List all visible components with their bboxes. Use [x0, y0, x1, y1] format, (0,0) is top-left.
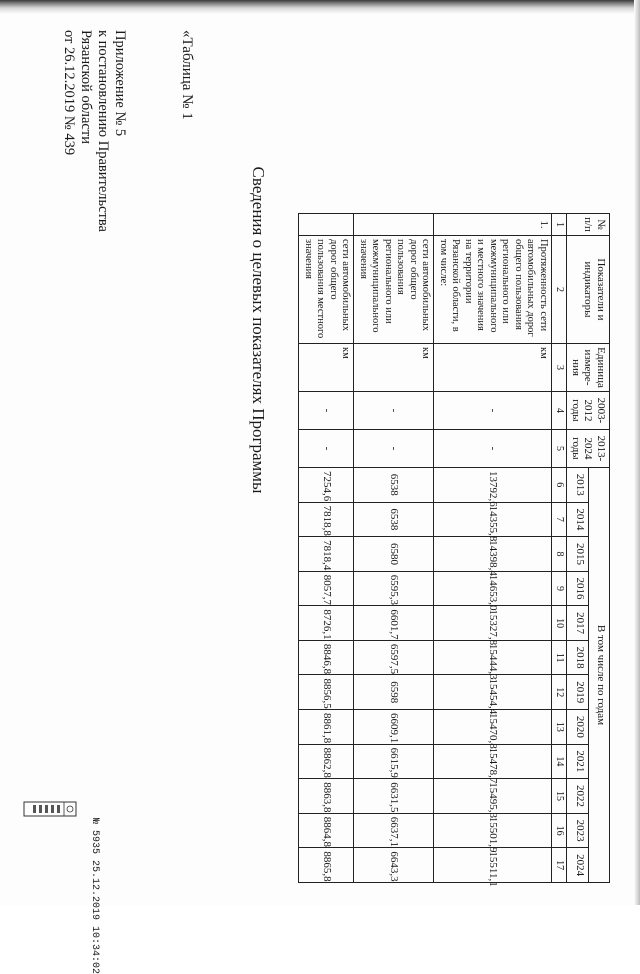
year-value-cell: 8861,8	[299, 710, 354, 745]
header-year-2014: 2014	[567, 502, 588, 537]
header-year-2015: 2015	[567, 537, 588, 572]
unit-cell: км	[299, 344, 354, 392]
column-number: 1	[552, 214, 568, 236]
year-value-cell: 6597,5	[354, 640, 434, 675]
indicators-table	[299, 213, 611, 887]
column-number: 2	[552, 236, 568, 344]
year-value-cell: 6631,5	[354, 779, 434, 814]
year-value-cell: 8865,8	[299, 848, 354, 883]
year-value-cell: 15470,8	[434, 710, 552, 745]
table-row	[299, 214, 354, 883]
year-value-cell: 6643,3	[354, 848, 434, 883]
header-year-2018: 2018	[567, 640, 588, 675]
year-value-cell: 14355,8	[434, 502, 552, 537]
header-year-2013: 2013	[567, 468, 588, 503]
year-value-cell: 13792,6	[434, 468, 552, 503]
year-value-cell: 6601,7	[354, 606, 434, 641]
column-number: 3	[552, 344, 568, 392]
year-value-cell: 8856,5	[299, 675, 354, 710]
year-value-cell: 6615,9	[354, 744, 434, 779]
header-year-2019: 2019	[567, 675, 588, 710]
year-value-cell: 6637,1	[354, 813, 434, 848]
table-row	[354, 214, 434, 883]
row-number	[354, 214, 434, 236]
column-number: 17	[552, 848, 568, 883]
header-indicator: Показатели и индикаторы	[567, 236, 610, 344]
indicator-cell: Протяженность сети автомобильных дорог общего пользования регионального или межмуниципального и местного значения на территории Рязанской области, в том числе:	[434, 236, 552, 344]
year-value-cell: 7818,8	[299, 502, 354, 537]
indicator-cell: сети автомобильных дорог общего пользования регионального или межмуниципального значения	[354, 236, 434, 344]
header-year-2023: 2023	[567, 813, 588, 848]
column-number-row	[552, 214, 568, 883]
year-value-cell: 6595,3	[354, 571, 434, 606]
header-year-2016: 2016	[567, 571, 588, 606]
year-value-cell: 14653,0	[434, 571, 552, 606]
period-2013-2024-cell: -	[434, 430, 552, 468]
header-by-years: В том числе по годам	[588, 468, 609, 883]
column-number: 8	[552, 537, 568, 572]
column-number: 5	[552, 430, 568, 468]
year-value-cell: 8864,8	[299, 813, 354, 848]
year-value-cell: 8057,7	[299, 571, 354, 606]
year-value-cell: 15511,1	[434, 848, 552, 883]
year-value-cell: 6580	[354, 537, 434, 572]
year-value-cell: 7254,6	[299, 468, 354, 503]
header-year-2024: 2024	[567, 848, 588, 883]
header-no: № п/п	[567, 214, 610, 236]
registry-logo-icon	[22, 800, 78, 818]
header-period-2013-2024: 2013-2024 годы	[567, 430, 610, 468]
column-number: 10	[552, 606, 568, 641]
period-2013-2024-cell: -	[354, 430, 434, 468]
appendix-block	[60, 30, 128, 250]
table-row	[434, 214, 552, 883]
header-year-2021: 2021	[567, 744, 588, 779]
year-value-cell: 8726,1	[299, 606, 354, 641]
year-value-cell: 15327,8	[434, 606, 552, 641]
header-unit: Единица измере-ния	[567, 344, 610, 392]
year-value-cell: 15478,7	[434, 744, 552, 779]
header-year-2022: 2022	[567, 779, 588, 814]
column-number: 6	[552, 468, 568, 503]
year-value-cell: 15501,9	[434, 813, 552, 848]
column-number: 15	[552, 779, 568, 814]
year-value-cell: 6538	[354, 468, 434, 503]
year-value-cell: 6598	[354, 675, 434, 710]
year-value-cell: 15444,3	[434, 640, 552, 675]
period-2003-2012-cell: -	[354, 392, 434, 430]
year-value-cell: 6609,1	[354, 710, 434, 745]
indicator-cell: сети автомобильных дорог общего пользования местного значения	[299, 236, 354, 344]
column-number: 7	[552, 502, 568, 537]
column-number: 14	[552, 744, 568, 779]
year-value-cell: 6538	[354, 502, 434, 537]
document-heading: Сведения о целевых показателях Программы	[249, 166, 268, 494]
appendix-line-2: к постановлению Правительства	[95, 30, 111, 232]
row-number	[299, 214, 354, 236]
unit-cell: км	[434, 344, 552, 392]
period-2003-2012-cell: -	[299, 392, 354, 430]
year-value-cell: 8862,8	[299, 744, 354, 779]
period-2003-2012-cell: -	[434, 392, 552, 430]
header-year-2017: 2017	[567, 606, 588, 641]
column-number: 9	[552, 571, 568, 606]
year-value-cell: 8846,8	[299, 640, 354, 675]
year-value-cell: 15454,4	[434, 675, 552, 710]
header-year-2020: 2020	[567, 710, 588, 745]
row-number: 1.	[434, 214, 552, 236]
column-number: 11	[552, 640, 568, 675]
period-2013-2024-cell: -	[299, 430, 354, 468]
column-number: 13	[552, 710, 568, 745]
column-number: 4	[552, 392, 568, 430]
appendix-line-4: от 26.12.2019 № 439	[61, 30, 77, 156]
appendix-line-3: Рязанской области	[78, 30, 94, 144]
table-number-label: «Таблица № 1	[179, 30, 195, 120]
registration-stamp: № 5935 25.12.2019 10:34:02	[89, 818, 100, 974]
column-number: 16	[552, 813, 568, 848]
year-value-cell: 8863,8	[299, 779, 354, 814]
header-period-2003-2012: 2003-2012 годы	[567, 392, 610, 430]
year-value-cell: 15495,3	[434, 779, 552, 814]
unit-cell: км	[354, 344, 434, 392]
year-value-cell: 7818,4	[299, 537, 354, 572]
column-number: 12	[552, 675, 568, 710]
year-value-cell: 14398,4	[434, 537, 552, 572]
appendix-line-1: Приложение № 5	[112, 30, 128, 137]
header-row-1	[588, 214, 609, 883]
